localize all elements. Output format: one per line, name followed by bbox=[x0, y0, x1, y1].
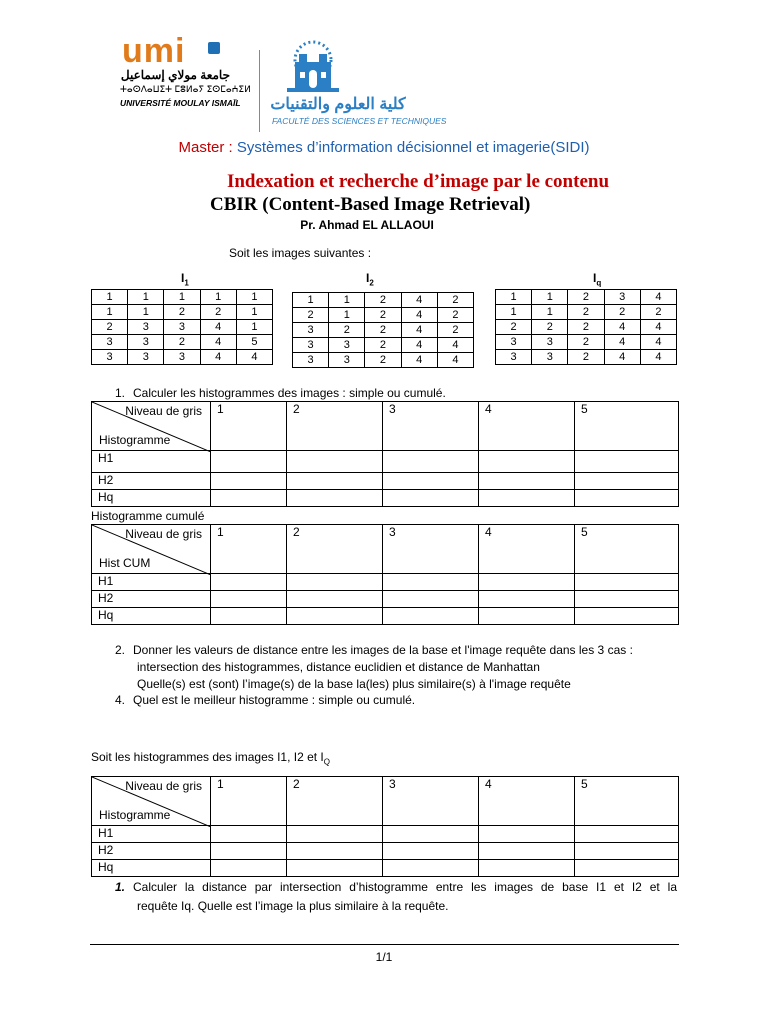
level-header: 5 bbox=[575, 402, 679, 451]
matrix-cell: 3 bbox=[128, 350, 164, 365]
row-label: H1 bbox=[92, 451, 211, 473]
intro-text: Soit les images suivantes : bbox=[229, 246, 372, 260]
table-cell[interactable] bbox=[211, 473, 287, 490]
image-label-i2: $I_2$ bbox=[366, 271, 374, 288]
matrix-cell: 1 bbox=[329, 293, 365, 308]
table-cell[interactable] bbox=[575, 490, 679, 507]
matrix-cell: 4 bbox=[401, 308, 437, 323]
matrix-cell: 4 bbox=[200, 335, 236, 350]
table-cell[interactable] bbox=[287, 843, 383, 860]
table-cell[interactable] bbox=[575, 843, 679, 860]
table-cell[interactable] bbox=[575, 860, 679, 877]
level-header: 1 bbox=[211, 777, 287, 826]
matrix-cell: 2 bbox=[293, 308, 329, 323]
table-row bbox=[92, 860, 679, 877]
niveau-label: Niveau de gris bbox=[125, 527, 202, 541]
matrix-row bbox=[496, 290, 677, 305]
table-cell[interactable] bbox=[211, 608, 287, 625]
table-cell[interactable] bbox=[479, 826, 575, 843]
matrix-cell: 2 bbox=[568, 350, 604, 365]
matrix-cell: 2 bbox=[640, 305, 676, 320]
table-cell[interactable] bbox=[211, 591, 287, 608]
matrix-cell: 4 bbox=[640, 335, 676, 350]
matrix-cell: 1 bbox=[200, 290, 236, 305]
matrix-cell: 3 bbox=[164, 320, 200, 335]
histogram-label: Histogramme bbox=[99, 433, 171, 447]
question-5: 1. Calculer la distance par intersection d’histogramme entre les images de base I1 et I2 et la requête Iq. Quelle est l’image la plus similaire à la requête. bbox=[115, 880, 677, 913]
level-header: 5 bbox=[575, 525, 679, 574]
matrix-cell: 2 bbox=[604, 305, 640, 320]
matrix-cell: 3 bbox=[532, 350, 568, 365]
matrix-row bbox=[293, 353, 474, 368]
table-cell[interactable] bbox=[383, 860, 479, 877]
level-header: 1 bbox=[211, 402, 287, 451]
fst-arabic-name: كلية العلوم والتقنيات bbox=[270, 96, 406, 113]
matrix-cell: 2 bbox=[437, 323, 473, 338]
table-row bbox=[92, 608, 679, 625]
matrix-cell: 1 bbox=[496, 290, 532, 305]
umi-logo-mark: umi bbox=[122, 32, 186, 70]
matrix-cell: 2 bbox=[496, 320, 532, 335]
footer-divider bbox=[90, 944, 679, 945]
matrix-row bbox=[92, 320, 273, 335]
table-cell[interactable] bbox=[211, 574, 287, 591]
row-label: Hq bbox=[92, 608, 211, 625]
master-line bbox=[0, 139, 768, 156]
row-label: H1 bbox=[92, 574, 211, 591]
table-cell[interactable] bbox=[575, 574, 679, 591]
matrix-row bbox=[496, 320, 677, 335]
niveau-label: Niveau de gris bbox=[125, 404, 202, 418]
matrix-cell: 2 bbox=[164, 305, 200, 320]
table-cell[interactable] bbox=[479, 574, 575, 591]
matrix-cell: 1 bbox=[532, 305, 568, 320]
level-header: 3 bbox=[383, 525, 479, 574]
matrix-cell: 1 bbox=[128, 305, 164, 320]
matrix-cell: 1 bbox=[92, 290, 128, 305]
table-cell[interactable] bbox=[479, 860, 575, 877]
table-cell[interactable] bbox=[575, 451, 679, 473]
matrix-cell: 4 bbox=[200, 350, 236, 365]
table-cell[interactable] bbox=[575, 608, 679, 625]
matrix-cell: 3 bbox=[92, 335, 128, 350]
matrix-cell: 4 bbox=[604, 320, 640, 335]
matrix-cell: 1 bbox=[164, 290, 200, 305]
matrix-iq bbox=[495, 289, 677, 365]
table-corner-header bbox=[92, 777, 211, 826]
table-cell[interactable] bbox=[575, 473, 679, 490]
matrix-cell: 4 bbox=[401, 293, 437, 308]
row-label: H2 bbox=[92, 843, 211, 860]
table-row bbox=[92, 473, 679, 490]
table-cell[interactable] bbox=[479, 843, 575, 860]
table-cell[interactable] bbox=[287, 574, 383, 591]
umi-tifinagh-name: ⵜⴰⵙⴷⴰⵡⵉⵜ ⵎⵓⵍⴰⵢ ⵉⵙⵎⴰⵄⵉⵍ bbox=[120, 84, 251, 94]
table-corner-header bbox=[92, 402, 211, 451]
table-cell[interactable] bbox=[211, 490, 287, 507]
umi-arabic-name: جامعة مولاي إسماعيل bbox=[120, 68, 230, 82]
umi-logo-dot bbox=[208, 42, 220, 54]
matrix-cell: 4 bbox=[640, 350, 676, 365]
table-cell[interactable] bbox=[287, 490, 383, 507]
matrix-cell: 1 bbox=[329, 308, 365, 323]
matrix-row bbox=[496, 335, 677, 350]
table-cell[interactable] bbox=[211, 843, 287, 860]
matrix-cell: 3 bbox=[293, 323, 329, 338]
table-cell[interactable] bbox=[287, 473, 383, 490]
matrix-cell: 2 bbox=[164, 335, 200, 350]
master-value: Systèmes d’information décisionnel et imagerie(SIDI) bbox=[236, 139, 590, 156]
matrix-cell: 2 bbox=[92, 320, 128, 335]
table-cell[interactable] bbox=[575, 826, 679, 843]
matrix-row bbox=[92, 305, 273, 320]
row-label: H2 bbox=[92, 591, 211, 608]
matrix-i1 bbox=[91, 289, 273, 365]
matrix-cell: 2 bbox=[365, 293, 401, 308]
level-header: 1 bbox=[211, 525, 287, 574]
matrix-row bbox=[293, 323, 474, 338]
table-row bbox=[92, 490, 679, 507]
table-cell[interactable] bbox=[383, 490, 479, 507]
matrix-cell: 4 bbox=[236, 350, 272, 365]
matrix-cell: 1 bbox=[496, 305, 532, 320]
master-label: Master : bbox=[178, 139, 233, 156]
table-cell[interactable] bbox=[383, 608, 479, 625]
matrix-row bbox=[293, 293, 474, 308]
matrix-cell: 1 bbox=[236, 320, 272, 335]
umi-french-name: UNIVERSITÉ MOULAY ISMAÏL bbox=[120, 98, 241, 108]
table-cell[interactable] bbox=[383, 826, 479, 843]
matrix-cell: 2 bbox=[568, 290, 604, 305]
table-cell[interactable] bbox=[383, 591, 479, 608]
table-cell[interactable] bbox=[479, 451, 575, 473]
matrix-row bbox=[293, 338, 474, 353]
matrix-cell: 3 bbox=[293, 353, 329, 368]
level-header: 2 bbox=[287, 525, 383, 574]
table-row bbox=[92, 451, 679, 473]
question-4: 4. Quel est le meilleur histogramme : simple ou cumulé. bbox=[115, 693, 416, 707]
histogram-table bbox=[91, 401, 679, 507]
matrix-cell: 4 bbox=[401, 338, 437, 353]
matrix-row bbox=[496, 350, 677, 365]
table-cell[interactable] bbox=[287, 451, 383, 473]
matrix-cell: 2 bbox=[200, 305, 236, 320]
matrix-cell: 3 bbox=[604, 290, 640, 305]
matrix-cell: 2 bbox=[532, 320, 568, 335]
matrix-cell: 1 bbox=[92, 305, 128, 320]
table-cell[interactable] bbox=[575, 591, 679, 608]
matrix-cell: 2 bbox=[568, 335, 604, 350]
matrix-cell: 2 bbox=[365, 353, 401, 368]
matrix-row bbox=[92, 290, 273, 305]
level-header: 5 bbox=[575, 777, 679, 826]
histogram-label: Histogramme bbox=[99, 808, 171, 822]
matrix-cell: 2 bbox=[568, 305, 604, 320]
part2-intro: Soit les histogrammes des images I1, I2 et $I_Q$ bbox=[91, 750, 331, 767]
matrix-row bbox=[92, 350, 273, 365]
table-cell[interactable] bbox=[287, 860, 383, 877]
table-cell[interactable] bbox=[211, 451, 287, 473]
matrix-cell: 4 bbox=[640, 320, 676, 335]
matrix-cell: 3 bbox=[164, 350, 200, 365]
table-cell[interactable] bbox=[383, 574, 479, 591]
logo-divider bbox=[259, 50, 260, 132]
table-row bbox=[92, 843, 679, 860]
table-cell[interactable] bbox=[479, 490, 575, 507]
table-row bbox=[92, 591, 679, 608]
table-cell[interactable] bbox=[479, 473, 575, 490]
matrix-cell: 4 bbox=[200, 320, 236, 335]
fst-french-name: FACULTÉ DES SCIENCES ET TECHNIQUES bbox=[272, 116, 447, 126]
matrix-cell: 4 bbox=[604, 350, 640, 365]
histogram-table-2 bbox=[91, 776, 679, 877]
doc-title: Indexation et recherche d’image par le contenu bbox=[226, 171, 610, 192]
matrix-cell: 3 bbox=[128, 335, 164, 350]
question-2: 2. Donner les valeurs de distance entre les images de la base et l'image requête dans les 3 cas : intersection des histogrammes, distance euclidien et distance de Manhattan Quelle(s) est (sont) l’image(s) de la base la(les) plus similaire(s) à l'image requête bbox=[115, 643, 633, 691]
matrix-cell: 3 bbox=[496, 350, 532, 365]
matrix-cell: 1 bbox=[236, 305, 272, 320]
matrix-cell: 4 bbox=[401, 353, 437, 368]
table-row bbox=[92, 574, 679, 591]
matrix-cell: 1 bbox=[128, 290, 164, 305]
matrix-cell: 2 bbox=[365, 338, 401, 353]
level-header: 3 bbox=[383, 777, 479, 826]
cumulative-title: Histogramme cumulé bbox=[91, 509, 205, 523]
matrix-row bbox=[496, 305, 677, 320]
image-label-iq: $I_q$ bbox=[593, 271, 602, 288]
matrix-cell: 2 bbox=[365, 323, 401, 338]
level-header: 4 bbox=[479, 402, 575, 451]
table-cell[interactable] bbox=[383, 473, 479, 490]
matrix-cell: 1 bbox=[293, 293, 329, 308]
matrix-cell: 4 bbox=[640, 290, 676, 305]
row-label: H2 bbox=[92, 473, 211, 490]
level-header: 2 bbox=[287, 402, 383, 451]
table-cell[interactable] bbox=[479, 591, 575, 608]
table-corner-header bbox=[92, 525, 211, 574]
matrix-cell: 2 bbox=[437, 293, 473, 308]
matrix-cell: 3 bbox=[329, 353, 365, 368]
level-header: 4 bbox=[479, 777, 575, 826]
matrix-cell: 4 bbox=[604, 335, 640, 350]
matrix-cell: 3 bbox=[329, 338, 365, 353]
matrix-cell: 3 bbox=[293, 338, 329, 353]
professor-name: Pr. Ahmad EL ALLAOUI bbox=[300, 218, 434, 232]
matrix-cell: 3 bbox=[532, 335, 568, 350]
doc-subtitle: CBIR (Content-Based Image Retrieval) bbox=[210, 194, 531, 215]
row-label: H1 bbox=[92, 826, 211, 843]
hist-cum-label: Hist CUM bbox=[99, 556, 151, 570]
question-1: 1. Calculer les histogrammes des images : simple ou cumulé. bbox=[115, 386, 446, 400]
level-header: 2 bbox=[287, 777, 383, 826]
matrix-cell: 3 bbox=[128, 320, 164, 335]
table-cell[interactable] bbox=[287, 826, 383, 843]
level-header: 3 bbox=[383, 402, 479, 451]
level-header: 4 bbox=[479, 525, 575, 574]
fst-building-icon bbox=[273, 40, 353, 98]
cumulative-histogram-table bbox=[91, 524, 679, 625]
matrix-cell: 2 bbox=[329, 323, 365, 338]
table-row bbox=[92, 826, 679, 843]
matrix-i2 bbox=[292, 292, 474, 368]
matrix-cell: 1 bbox=[236, 290, 272, 305]
matrix-cell: 4 bbox=[437, 353, 473, 368]
umi-logo bbox=[120, 32, 251, 118]
matrix-cell: 2 bbox=[568, 320, 604, 335]
matrix-cell: 4 bbox=[437, 338, 473, 353]
fst-logo bbox=[268, 40, 447, 132]
table-cell[interactable] bbox=[479, 608, 575, 625]
table-cell[interactable] bbox=[383, 451, 479, 473]
image-label-i1: $I_1$ bbox=[181, 271, 189, 288]
matrix-cell: 2 bbox=[437, 308, 473, 323]
niveau-label: Niveau de gris bbox=[125, 779, 202, 793]
matrix-row bbox=[293, 308, 474, 323]
matrix-cell: 1 bbox=[532, 290, 568, 305]
matrix-cell: 3 bbox=[92, 350, 128, 365]
table-cell[interactable] bbox=[383, 843, 479, 860]
table-cell[interactable] bbox=[211, 826, 287, 843]
matrix-cell: 5 bbox=[236, 335, 272, 350]
matrix-cell: 3 bbox=[496, 335, 532, 350]
row-label: Hq bbox=[92, 860, 211, 877]
table-cell[interactable] bbox=[287, 591, 383, 608]
row-label: Hq bbox=[92, 490, 211, 507]
table-cell[interactable] bbox=[287, 608, 383, 625]
matrix-cell: 2 bbox=[365, 308, 401, 323]
table-cell[interactable] bbox=[211, 860, 287, 877]
matrix-cell: 4 bbox=[401, 323, 437, 338]
page-number: 1/1 bbox=[375, 950, 393, 964]
matrix-row bbox=[92, 335, 273, 350]
